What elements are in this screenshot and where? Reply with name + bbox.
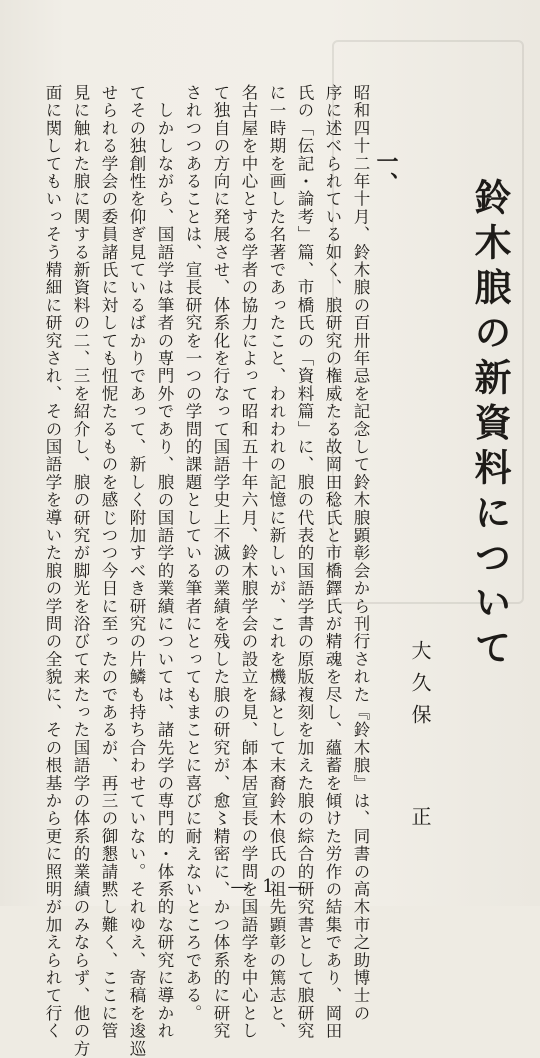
body-column: 序に述べられている如く、朖研究の権威たる故岡田稔氏と市橋鐸氏が精魂を尽し、蘊蓄を傾けた労作の結集であり、岡田 (323, 84, 342, 1040)
author-char: 久 (408, 672, 432, 704)
body-column: 面に関してもいっそう精細に研究され、その国語学を導いた朖の学問の全貌に、その根基から更に照明が加えられて行く (43, 84, 62, 1040)
page-number: — 1 — (230, 876, 310, 897)
body-column: せられる学会の委員諸氏に対しても忸怩たるものを感じつつ今日に至ったのであるが、再三の御懇請黙し難く、ここに管 (99, 84, 118, 1040)
section-number: 一、 (373, 150, 399, 194)
author-char: 大 (408, 640, 432, 672)
author-char: 正 (408, 806, 432, 838)
body-column: 見に触れた朖に関する新資料の二、三を紹介し、朖の研究が脚光を浴びて来たった国語学の体系的業績のみならず、他の方 (71, 84, 90, 1058)
author-char: 保 (408, 704, 432, 736)
body-column: しかしながら、国語学は筆者の専門外であり、朖の国語学的業績については、諸先学の専門的・体系的な研究に導かれ (155, 84, 174, 1040)
article-title: 鈴木朖の新資料について (468, 178, 512, 673)
body-column: 昭和四十二年十月、鈴木朖の百卅年忌を記念して鈴木朖顕彰会から刊行された『鈴木朖』は、同書の高木市之助博士の (351, 84, 370, 1023)
body-column: されつつあることは、宣長研究を一つの学問的課題としている筆者にとってもまことに喜びに耐えないところである。 (183, 84, 202, 1023)
body-column: に一時期を画した名著であったこと、われわれの記憶に新しいが、これを機縁として末裔鈴木俍氏の祖先顕彰の篤志と、 (267, 84, 286, 1040)
body-column: 名古屋を中心とする学者の協力によって昭和五十年六月、鈴木朖学会の設立を見、師本居宣長の学問を国語学を中心とし (239, 84, 258, 1040)
body-column: て独自の方向に発展させ、体系化を行なって国語学史上不滅の業績を残した朖の研究が、愈〻精密に、かつ体系的に研究 (211, 84, 230, 1040)
body-column: 氏の「伝記・論考」篇、市橋氏の「資料篇」に、朖の代表的国語学書の原版複刻を加えた朖の綜合的研究書として朖研究 (295, 84, 314, 1040)
body-column: てその独創性を仰ぎ見ているばかりであって、新しく附加すべき研究の片鱗も持ち合わせていない。それゆえ、寄稿を逡巡 (127, 84, 146, 1058)
author-name (406, 640, 435, 838)
